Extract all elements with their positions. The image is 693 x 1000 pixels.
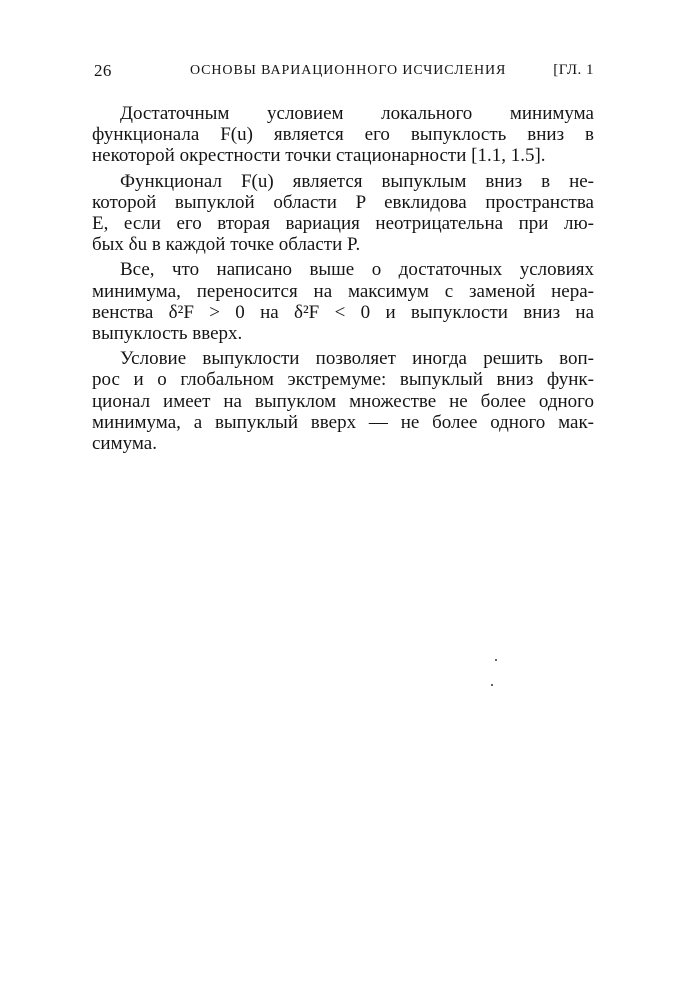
print-speck — [495, 659, 497, 661]
body-text — [92, 103, 594, 458]
text-line: Условие выпуклости позволяет иногда решить воп- — [120, 348, 594, 370]
text-line: симума. — [92, 433, 157, 455]
text-line: E, если его вторая вариация неотрицательна при лю- — [92, 213, 594, 235]
text-line: минимума, а выпуклый вверх — не более одного мак- — [92, 411, 594, 433]
text-line: венства δ²F > 0 на δ²F < 0 и выпуклости вниз на — [92, 301, 594, 323]
text-line: рос и о глобальном экстремуме: выпуклый вниз функ- — [92, 369, 594, 391]
text-line: некоторой окрестности точки стационарности [1.1, 1.5]. — [92, 145, 546, 167]
text-line: функционала F(u) является его выпуклость вниз в — [92, 124, 594, 146]
text-line: ционал имеет на выпуклом множестве не более одного — [92, 390, 594, 412]
running-title: ОСНОВЫ ВАРИАЦИОННОГО ИСЧИСЛЕНИЯ — [190, 63, 507, 78]
text-line: Достаточным условием локального минимума — [120, 103, 594, 124]
chapter-reference: [ГЛ. 1 — [553, 62, 594, 78]
paragraph-3 — [92, 259, 594, 344]
print-speck — [491, 684, 493, 686]
text-line: Функционал F(u) является выпуклым вниз в не- — [120, 170, 594, 192]
paragraph-2 — [92, 171, 594, 256]
text-line: выпуклость вверх. — [92, 323, 243, 345]
paragraph-1 — [92, 103, 594, 167]
book-page — [92, 0, 594, 1000]
text-line: бых δu в каждой точке области P. — [92, 234, 361, 256]
paragraph-4 — [92, 348, 594, 454]
text-line: Все, что написано выше о достаточных условиях — [120, 259, 594, 281]
page-number: 26 — [94, 61, 112, 80]
text-line: минимума, переносится на максимум с заменой нера- — [92, 280, 594, 302]
running-head — [92, 61, 594, 85]
text-line: которой выпуклой области P евклидова пространства — [92, 191, 594, 213]
